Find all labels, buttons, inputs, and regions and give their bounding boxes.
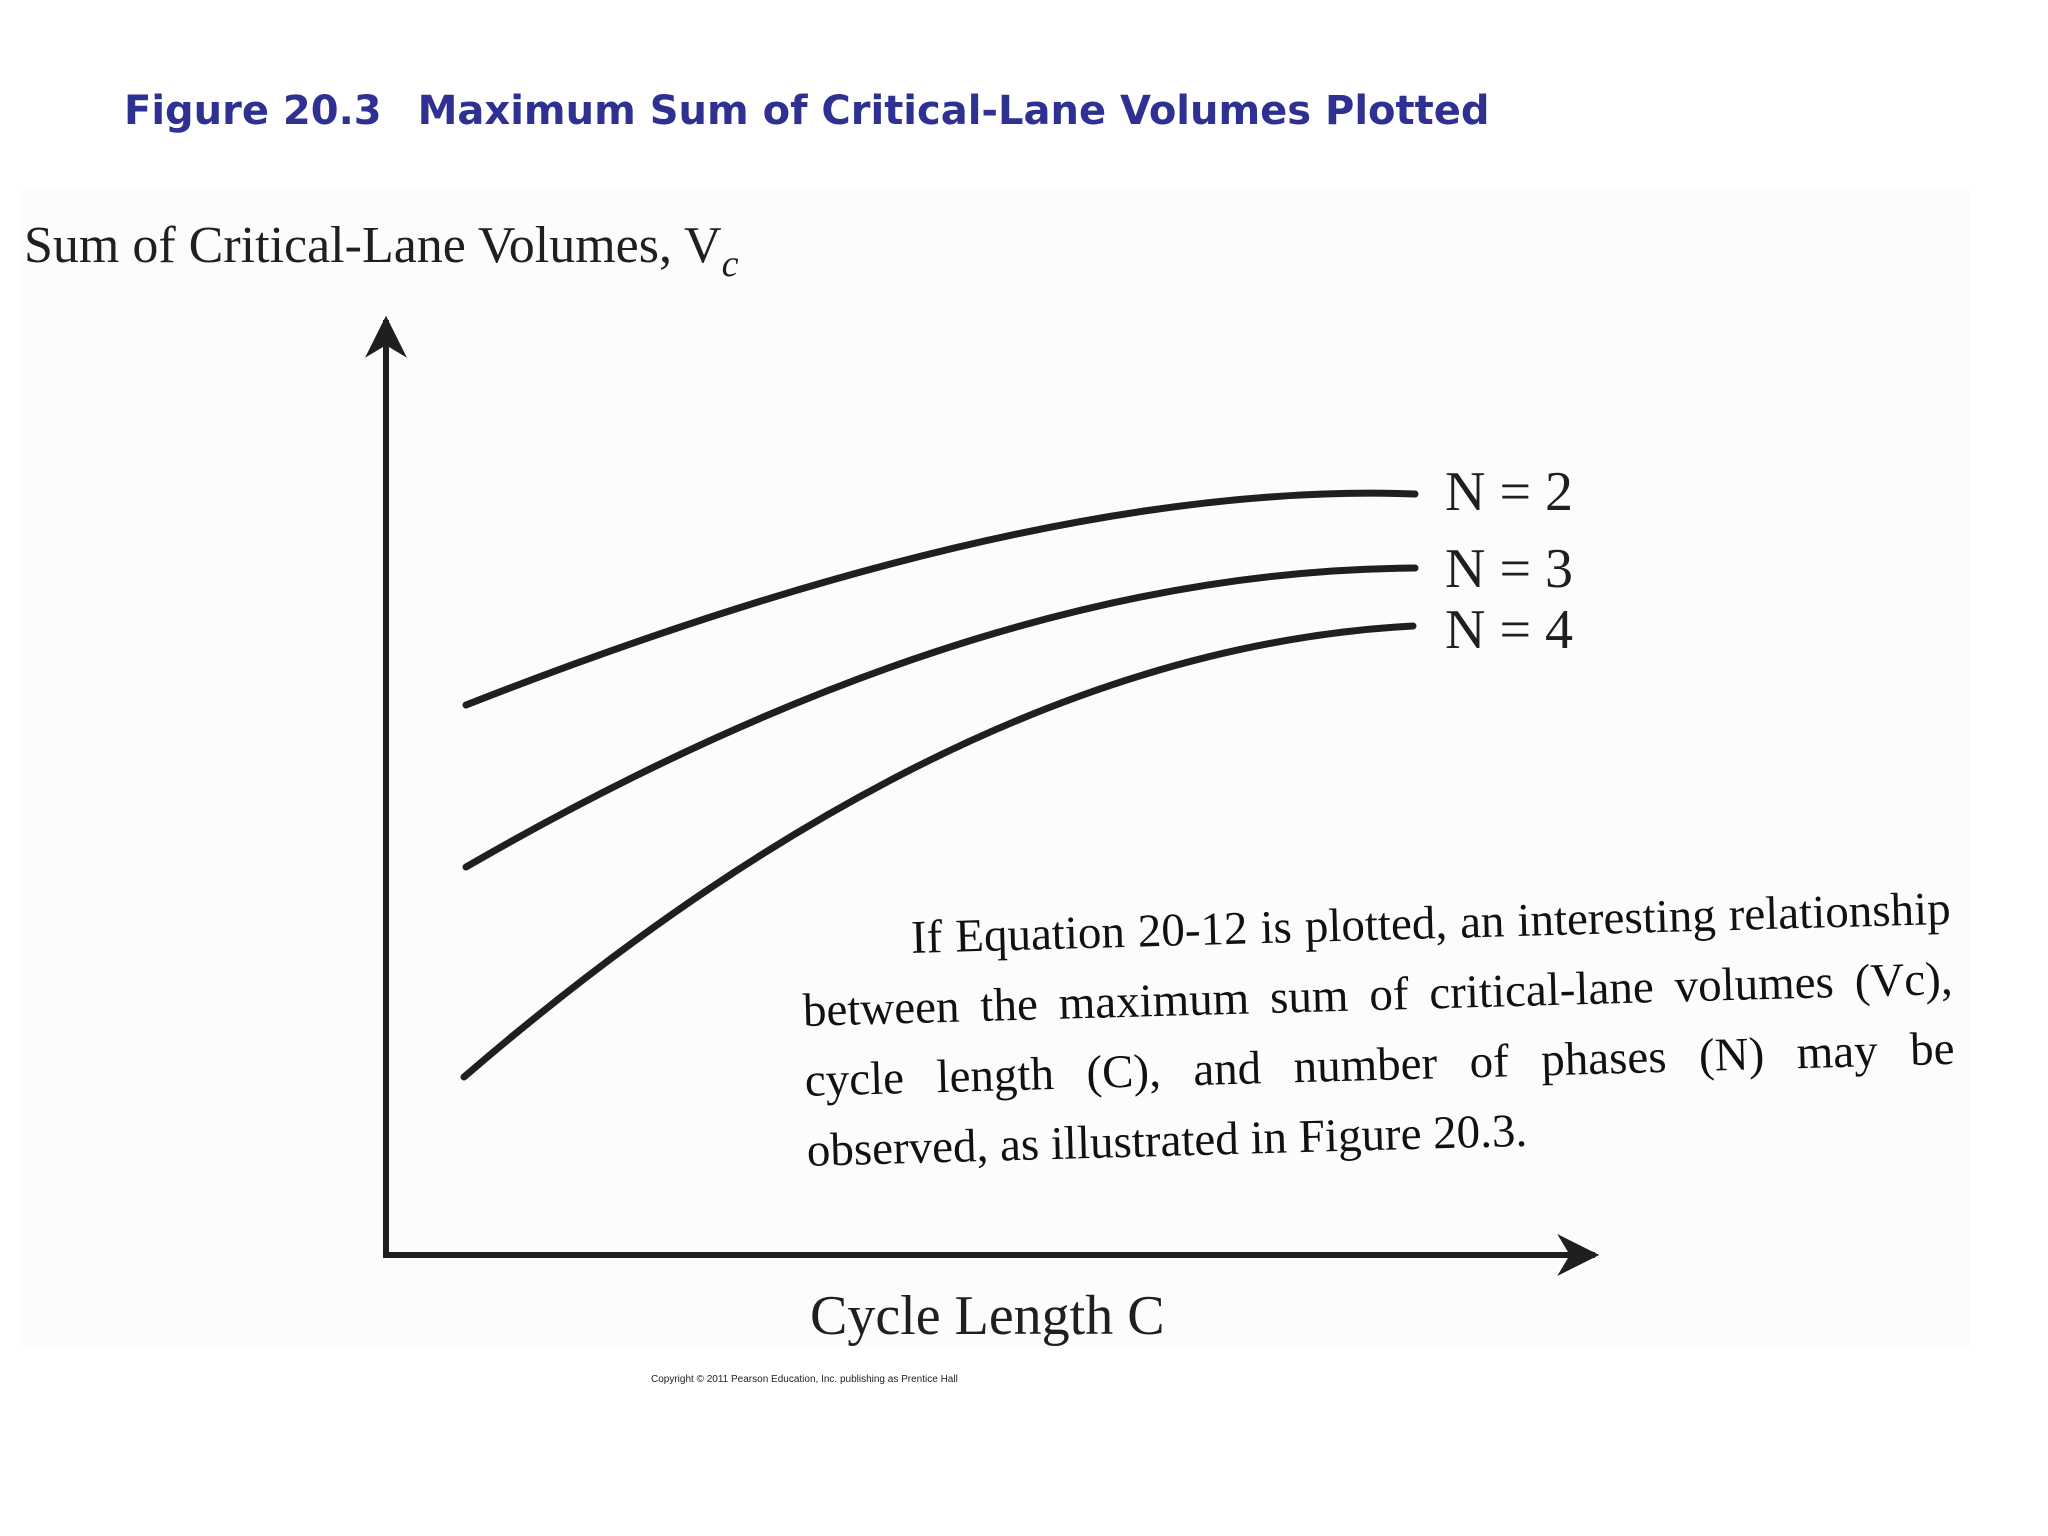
note-text: If Equation 20-12 is plotted, an interesting relationship between the maximum sum of critical-lane volumes (Vc), cycle length (C), and number of phases (N) may be observed, as illustrated in Figure 20.3. <box>802 882 1956 1177</box>
y-axis-label-text: Sum of Critical-Lane Volumes, V <box>24 217 722 274</box>
y-axis-label-subscript: c <box>721 243 739 285</box>
series-label-n3: N = 3 <box>1445 538 1574 600</box>
x-axis-label: Cycle Length C <box>810 1285 1165 1347</box>
series-line-n3 <box>466 568 1415 867</box>
y-axis-label <box>24 217 739 285</box>
series-line-n2 <box>466 493 1415 705</box>
copyright: Copyright © 2011 Pearson Education, Inc. publishing as Prentice Hall <box>651 1374 958 1385</box>
figure-number: Figure 20.3 <box>124 88 382 134</box>
series-label-n2: N = 2 <box>1445 461 1574 523</box>
series-label-n4: N = 4 <box>1445 599 1574 661</box>
figure-title: Maximum Sum of Critical-Lane Volumes Plotted <box>417 88 1490 134</box>
